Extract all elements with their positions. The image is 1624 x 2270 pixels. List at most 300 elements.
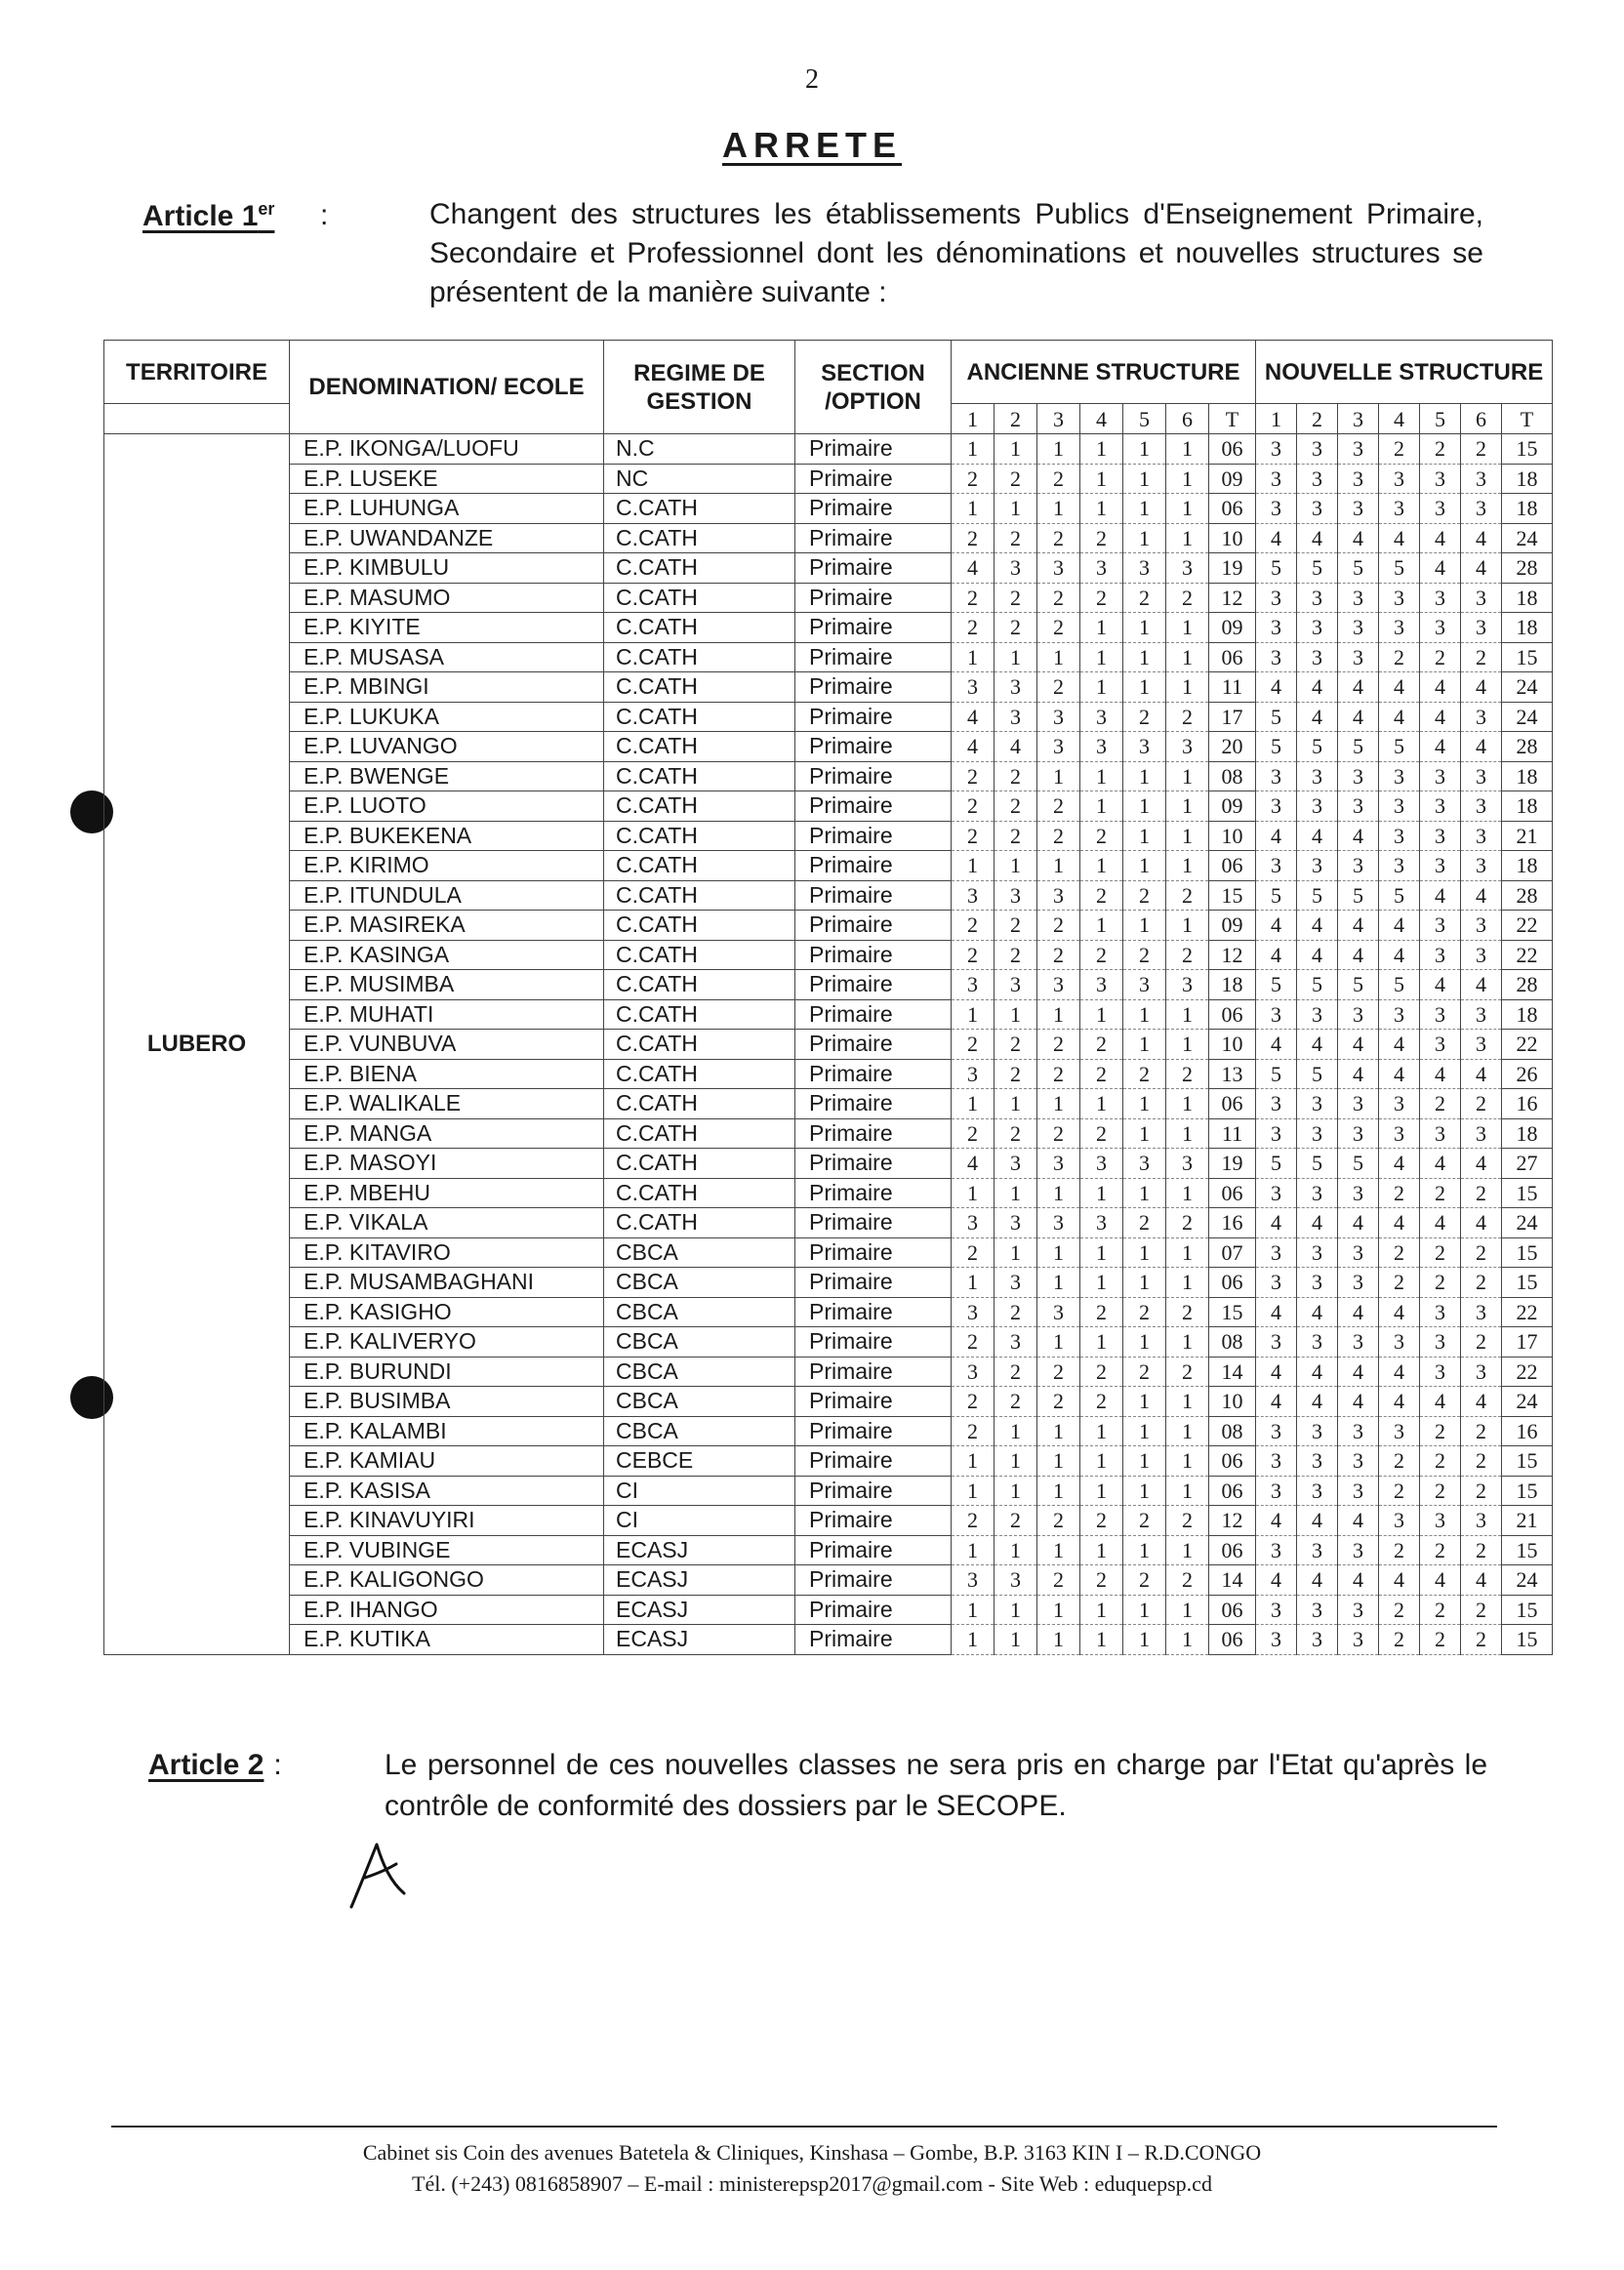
nouvelle-class-5-cell: 2 — [1420, 642, 1461, 672]
ancienne-class-4-cell: 3 — [1080, 1149, 1123, 1179]
ancienne-class-3-cell: 1 — [1037, 642, 1080, 672]
ancienne-class-5-cell: 2 — [1123, 1565, 1166, 1596]
ancienne-total-cell: 12 — [1209, 1506, 1256, 1536]
nouvelle-class-6-cell: 4 — [1461, 1387, 1502, 1417]
table-row — [104, 583, 1553, 613]
ecole-cell: E.P. LUOTO — [290, 791, 604, 822]
nouvelle-total-cell: 15 — [1502, 1535, 1553, 1565]
nouvelle-class-3-cell: 4 — [1338, 1357, 1379, 1387]
nouvelle-class-4-cell: 2 — [1379, 1178, 1420, 1208]
table-row — [104, 791, 1553, 822]
ancienne-class-1-cell: 1 — [952, 1446, 995, 1477]
table-row — [104, 1059, 1553, 1089]
nouvelle-class-1-cell: 4 — [1256, 821, 1297, 851]
header-nouvelle-col-3: 3 — [1338, 404, 1379, 434]
ancienne-class-1-cell: 2 — [952, 791, 995, 822]
ancienne-class-3-cell: 1 — [1037, 1476, 1080, 1506]
nouvelle-class-3-cell: 4 — [1338, 1059, 1379, 1089]
nouvelle-class-2-cell: 4 — [1297, 940, 1338, 970]
ancienne-class-4-cell: 2 — [1080, 1118, 1123, 1149]
nouvelle-class-6-cell: 4 — [1461, 1565, 1502, 1596]
ancienne-class-3-cell: 2 — [1037, 523, 1080, 553]
nouvelle-class-6-cell: 3 — [1461, 911, 1502, 941]
nouvelle-class-4-cell: 3 — [1379, 1327, 1420, 1358]
ancienne-class-6-cell: 1 — [1166, 642, 1209, 672]
ancienne-class-5-cell: 3 — [1123, 1149, 1166, 1179]
nouvelle-class-4-cell: 4 — [1379, 1387, 1420, 1417]
table-row — [104, 523, 1553, 553]
ancienne-class-4-cell: 2 — [1080, 583, 1123, 613]
ancienne-class-1-cell: 1 — [952, 642, 995, 672]
table-row — [104, 702, 1553, 732]
ancienne-class-3-cell: 1 — [1037, 761, 1080, 791]
regime-cell: C.CATH — [604, 911, 795, 941]
ancienne-class-4-cell: 2 — [1080, 1506, 1123, 1536]
nouvelle-class-3-cell: 4 — [1338, 1506, 1379, 1536]
ancienne-class-4-cell: 1 — [1080, 464, 1123, 494]
nouvelle-class-2-cell: 4 — [1297, 1297, 1338, 1327]
nouvelle-class-5-cell: 2 — [1420, 1268, 1461, 1298]
nouvelle-class-1-cell: 3 — [1256, 791, 1297, 822]
ancienne-total-cell: 09 — [1209, 791, 1256, 822]
regime-cell: C.CATH — [604, 1208, 795, 1238]
header-nouvelle-col-total: T — [1502, 404, 1553, 434]
ecole-cell: E.P. MUSASA — [290, 642, 604, 672]
regime-cell: N.C — [604, 434, 795, 465]
ancienne-class-2-cell: 4 — [995, 732, 1037, 762]
nouvelle-class-2-cell: 4 — [1297, 1208, 1338, 1238]
ancienne-class-1-cell: 1 — [952, 1595, 995, 1625]
nouvelle-class-5-cell: 2 — [1420, 434, 1461, 465]
ancienne-class-1-cell: 2 — [952, 1118, 995, 1149]
ancienne-class-5-cell: 1 — [1123, 1446, 1166, 1477]
ecole-cell: E.P. LUVANGO — [290, 732, 604, 762]
ancienne-class-6-cell: 3 — [1166, 732, 1209, 762]
nouvelle-class-5-cell: 4 — [1420, 970, 1461, 1000]
ancienne-class-1-cell: 2 — [952, 761, 995, 791]
ecole-cell: E.P. VIKALA — [290, 1208, 604, 1238]
nouvelle-total-cell: 24 — [1502, 1565, 1553, 1596]
nouvelle-class-6-cell: 2 — [1461, 1237, 1502, 1268]
ancienne-class-5-cell: 2 — [1123, 1297, 1166, 1327]
nouvelle-total-cell: 18 — [1502, 999, 1553, 1030]
ancienne-class-2-cell: 2 — [995, 523, 1037, 553]
ancienne-class-5-cell: 1 — [1123, 672, 1166, 703]
nouvelle-class-6-cell: 2 — [1461, 434, 1502, 465]
nouvelle-class-6-cell: 3 — [1461, 1357, 1502, 1387]
ancienne-class-4-cell: 1 — [1080, 1446, 1123, 1477]
ecole-cell: E.P. KALAMBI — [290, 1416, 604, 1446]
ancienne-class-4-cell: 3 — [1080, 702, 1123, 732]
nouvelle-class-2-cell: 4 — [1297, 1565, 1338, 1596]
ancienne-class-3-cell: 3 — [1037, 970, 1080, 1000]
nouvelle-class-5-cell: 4 — [1420, 732, 1461, 762]
ancienne-class-2-cell: 2 — [995, 821, 1037, 851]
nouvelle-class-3-cell: 3 — [1338, 1625, 1379, 1655]
ancienne-class-2-cell: 1 — [995, 642, 1037, 672]
nouvelle-class-4-cell: 4 — [1379, 523, 1420, 553]
header-nouvelle-col-6: 6 — [1461, 404, 1502, 434]
nouvelle-class-3-cell: 5 — [1338, 970, 1379, 1000]
nouvelle-class-5-cell: 4 — [1420, 553, 1461, 584]
regime-cell: C.CATH — [604, 494, 795, 524]
ancienne-class-3-cell: 2 — [1037, 940, 1080, 970]
nouvelle-class-4-cell: 4 — [1379, 1059, 1420, 1089]
ancienne-class-2-cell: 2 — [995, 1118, 1037, 1149]
nouvelle-class-3-cell: 3 — [1338, 791, 1379, 822]
regime-cell: C.CATH — [604, 821, 795, 851]
nouvelle-class-3-cell: 3 — [1338, 613, 1379, 643]
regime-cell: C.CATH — [604, 583, 795, 613]
nouvelle-class-1-cell: 5 — [1256, 970, 1297, 1000]
ancienne-class-5-cell: 2 — [1123, 583, 1166, 613]
ancienne-class-6-cell: 2 — [1166, 1506, 1209, 1536]
ancienne-class-6-cell: 1 — [1166, 911, 1209, 941]
ancienne-class-3-cell: 1 — [1037, 434, 1080, 465]
nouvelle-class-3-cell: 3 — [1338, 464, 1379, 494]
nouvelle-class-6-cell: 2 — [1461, 1476, 1502, 1506]
ancienne-class-2-cell: 3 — [995, 880, 1037, 911]
table-row — [104, 672, 1553, 703]
section-cell: Primaire — [795, 672, 952, 703]
ecole-cell: E.P. ITUNDULA — [290, 880, 604, 911]
ancienne-class-4-cell: 1 — [1080, 1327, 1123, 1358]
ancienne-class-6-cell: 1 — [1166, 1178, 1209, 1208]
ancienne-class-2-cell: 3 — [995, 1149, 1037, 1179]
ecole-cell: E.P. LUSEKE — [290, 464, 604, 494]
ancienne-class-4-cell: 1 — [1080, 1535, 1123, 1565]
ancienne-class-4-cell: 1 — [1080, 1237, 1123, 1268]
table-row — [104, 464, 1553, 494]
nouvelle-class-3-cell: 4 — [1338, 672, 1379, 703]
section-cell: Primaire — [795, 1089, 952, 1119]
ancienne-class-4-cell: 1 — [1080, 1416, 1123, 1446]
ancienne-total-cell: 12 — [1209, 583, 1256, 613]
nouvelle-class-5-cell: 2 — [1420, 1089, 1461, 1119]
nouvelle-class-6-cell: 2 — [1461, 1535, 1502, 1565]
structures-table — [103, 340, 1553, 1655]
ancienne-class-3-cell: 2 — [1037, 1506, 1080, 1536]
ancienne-class-5-cell: 1 — [1123, 1535, 1166, 1565]
header-nouvelle-structure: NOUVELLE STRUCTURE — [1256, 341, 1553, 404]
ancienne-class-4-cell: 1 — [1080, 613, 1123, 643]
ecole-cell: E.P. KALIVERYO — [290, 1327, 604, 1358]
table-row — [104, 1625, 1553, 1655]
nouvelle-class-6-cell: 4 — [1461, 523, 1502, 553]
ancienne-class-6-cell: 2 — [1166, 1208, 1209, 1238]
ancienne-class-3-cell: 1 — [1037, 1625, 1080, 1655]
ancienne-class-5-cell: 1 — [1123, 1476, 1166, 1506]
ancienne-class-5-cell: 3 — [1123, 970, 1166, 1000]
ancienne-class-1-cell: 2 — [952, 911, 995, 941]
ancienne-class-2-cell: 2 — [995, 464, 1037, 494]
nouvelle-class-1-cell: 3 — [1256, 1625, 1297, 1655]
nouvelle-total-cell: 24 — [1502, 523, 1553, 553]
ancienne-class-1-cell: 3 — [952, 1297, 995, 1327]
nouvelle-class-5-cell: 3 — [1420, 940, 1461, 970]
ancienne-class-4-cell: 1 — [1080, 911, 1123, 941]
nouvelle-class-1-cell: 4 — [1256, 1030, 1297, 1060]
ancienne-class-4-cell: 1 — [1080, 1089, 1123, 1119]
ancienne-class-2-cell: 2 — [995, 1387, 1037, 1417]
nouvelle-class-2-cell: 3 — [1297, 642, 1338, 672]
ancienne-class-3-cell: 2 — [1037, 672, 1080, 703]
nouvelle-class-6-cell: 3 — [1461, 702, 1502, 732]
nouvelle-class-4-cell: 3 — [1379, 1416, 1420, 1446]
nouvelle-class-2-cell: 5 — [1297, 1149, 1338, 1179]
table-row — [104, 1446, 1553, 1477]
nouvelle-class-2-cell: 4 — [1297, 821, 1338, 851]
ancienne-class-1-cell: 1 — [952, 1625, 995, 1655]
table-row — [104, 494, 1553, 524]
ancienne-total-cell: 13 — [1209, 1059, 1256, 1089]
ancienne-class-2-cell: 1 — [995, 851, 1037, 881]
ecole-cell: E.P. MUSAMBAGHANI — [290, 1268, 604, 1298]
ancienne-class-1-cell: 4 — [952, 732, 995, 762]
header-territoire: TERRITOIRE — [104, 341, 290, 404]
nouvelle-class-3-cell: 5 — [1338, 1149, 1379, 1179]
nouvelle-class-4-cell: 4 — [1379, 1149, 1420, 1179]
nouvelle-class-3-cell: 3 — [1338, 1118, 1379, 1149]
ancienne-class-5-cell: 1 — [1123, 1178, 1166, 1208]
header-ancienne-col-4: 4 — [1080, 404, 1123, 434]
nouvelle-class-1-cell: 3 — [1256, 1327, 1297, 1358]
nouvelle-class-1-cell: 3 — [1256, 434, 1297, 465]
ancienne-class-4-cell: 3 — [1080, 732, 1123, 762]
regime-cell: C.CATH — [604, 642, 795, 672]
nouvelle-class-2-cell: 3 — [1297, 1625, 1338, 1655]
nouvelle-class-1-cell: 4 — [1256, 1506, 1297, 1536]
ancienne-class-6-cell: 1 — [1166, 1030, 1209, 1060]
ancienne-total-cell: 11 — [1209, 1118, 1256, 1149]
nouvelle-class-1-cell: 3 — [1256, 1446, 1297, 1477]
nouvelle-class-4-cell: 5 — [1379, 732, 1420, 762]
table-row — [104, 1208, 1553, 1238]
ancienne-class-3-cell: 1 — [1037, 1416, 1080, 1446]
ancienne-class-1-cell: 3 — [952, 1565, 995, 1596]
ancienne-class-5-cell: 1 — [1123, 911, 1166, 941]
nouvelle-class-2-cell: 3 — [1297, 851, 1338, 881]
section-cell: Primaire — [795, 1416, 952, 1446]
ancienne-class-3-cell: 1 — [1037, 494, 1080, 524]
ancienne-class-2-cell: 2 — [995, 761, 1037, 791]
nouvelle-total-cell: 15 — [1502, 1476, 1553, 1506]
nouvelle-class-1-cell: 4 — [1256, 1387, 1297, 1417]
nouvelle-class-4-cell: 3 — [1379, 851, 1420, 881]
nouvelle-class-3-cell: 3 — [1338, 851, 1379, 881]
ancienne-class-3-cell: 1 — [1037, 1535, 1080, 1565]
nouvelle-class-2-cell: 5 — [1297, 553, 1338, 584]
ancienne-class-5-cell: 1 — [1123, 1089, 1166, 1119]
ecole-cell: E.P. BURUNDI — [290, 1357, 604, 1387]
article-2-text: Le personnel de ces nouvelles classes ne sera pris en charge par l'Etat qu'après le contrôle de conformité des dossiers par le SECOPE. — [385, 1749, 1487, 1822]
table-row — [104, 1297, 1553, 1327]
nouvelle-class-2-cell: 3 — [1297, 1476, 1338, 1506]
nouvelle-class-5-cell: 4 — [1420, 1387, 1461, 1417]
ancienne-class-6-cell: 2 — [1166, 880, 1209, 911]
nouvelle-class-5-cell: 3 — [1420, 851, 1461, 881]
nouvelle-class-1-cell: 3 — [1256, 761, 1297, 791]
ancienne-class-4-cell: 1 — [1080, 1625, 1123, 1655]
nouvelle-class-2-cell: 4 — [1297, 672, 1338, 703]
nouvelle-class-6-cell: 3 — [1461, 613, 1502, 643]
nouvelle-class-1-cell: 5 — [1256, 1149, 1297, 1179]
ancienne-class-1-cell: 1 — [952, 1476, 995, 1506]
table-row — [104, 1030, 1553, 1060]
ancienne-class-5-cell: 2 — [1123, 1059, 1166, 1089]
section-cell: Primaire — [795, 1118, 952, 1149]
ancienne-class-6-cell: 2 — [1166, 1059, 1209, 1089]
ancienne-class-3-cell: 1 — [1037, 1327, 1080, 1358]
nouvelle-class-3-cell: 5 — [1338, 553, 1379, 584]
nouvelle-total-cell: 15 — [1502, 1178, 1553, 1208]
ancienne-class-4-cell: 2 — [1080, 1357, 1123, 1387]
nouvelle-class-2-cell: 3 — [1297, 583, 1338, 613]
ecole-cell: E.P. KAMIAU — [290, 1446, 604, 1477]
ancienne-class-4-cell: 1 — [1080, 761, 1123, 791]
nouvelle-class-1-cell: 3 — [1256, 1118, 1297, 1149]
ancienne-total-cell: 10 — [1209, 1387, 1256, 1417]
section-cell: Primaire — [795, 970, 952, 1000]
header-section: SECTION /OPTION — [795, 341, 952, 434]
ancienne-class-1-cell: 3 — [952, 880, 995, 911]
section-cell: Primaire — [795, 583, 952, 613]
nouvelle-class-1-cell: 3 — [1256, 1178, 1297, 1208]
nouvelle-class-6-cell: 2 — [1461, 1625, 1502, 1655]
header-ancienne-col-total: T — [1209, 404, 1256, 434]
nouvelle-class-3-cell: 4 — [1338, 940, 1379, 970]
section-cell: Primaire — [795, 880, 952, 911]
section-cell: Primaire — [795, 821, 952, 851]
nouvelle-class-5-cell: 4 — [1420, 1208, 1461, 1238]
ancienne-class-6-cell: 1 — [1166, 851, 1209, 881]
nouvelle-class-5-cell: 4 — [1420, 880, 1461, 911]
nouvelle-class-3-cell: 5 — [1338, 732, 1379, 762]
article-1-superscript: er — [258, 199, 275, 219]
regime-cell: C.CATH — [604, 940, 795, 970]
table-row — [104, 1357, 1553, 1387]
nouvelle-class-2-cell: 5 — [1297, 970, 1338, 1000]
nouvelle-class-2-cell: 3 — [1297, 1446, 1338, 1477]
nouvelle-class-1-cell: 4 — [1256, 523, 1297, 553]
nouvelle-class-6-cell: 3 — [1461, 1030, 1502, 1060]
nouvelle-total-cell: 17 — [1502, 1327, 1553, 1358]
nouvelle-class-6-cell: 4 — [1461, 1059, 1502, 1089]
nouvelle-class-6-cell: 4 — [1461, 880, 1502, 911]
header-nouvelle-col-2: 2 — [1297, 404, 1338, 434]
nouvelle-class-4-cell: 3 — [1379, 761, 1420, 791]
ecole-cell: E.P. KIYITE — [290, 613, 604, 643]
nouvelle-class-4-cell: 3 — [1379, 613, 1420, 643]
ancienne-class-1-cell: 2 — [952, 1416, 995, 1446]
regime-cell: C.CATH — [604, 523, 795, 553]
ecole-cell: E.P. LUKUKA — [290, 702, 604, 732]
ancienne-class-6-cell: 1 — [1166, 1089, 1209, 1119]
section-cell: Primaire — [795, 1149, 952, 1179]
header-regime: REGIME DE GESTION — [604, 341, 795, 434]
ecole-cell: E.P. MUSIMBA — [290, 970, 604, 1000]
ancienne-class-5-cell: 1 — [1123, 851, 1166, 881]
nouvelle-class-1-cell: 3 — [1256, 494, 1297, 524]
ancienne-class-6-cell: 1 — [1166, 1476, 1209, 1506]
regime-cell: C.CATH — [604, 613, 795, 643]
footer-divider — [111, 2126, 1497, 2128]
nouvelle-class-3-cell: 3 — [1338, 1327, 1379, 1358]
ancienne-class-4-cell: 2 — [1080, 1565, 1123, 1596]
regime-cell: CBCA — [604, 1416, 795, 1446]
nouvelle-total-cell: 15 — [1502, 434, 1553, 465]
nouvelle-total-cell: 28 — [1502, 553, 1553, 584]
ancienne-class-3-cell: 2 — [1037, 464, 1080, 494]
table-row — [104, 1178, 1553, 1208]
regime-cell: C.CATH — [604, 880, 795, 911]
regime-cell: C.CATH — [604, 1089, 795, 1119]
nouvelle-class-4-cell: 3 — [1379, 1089, 1420, 1119]
nouvelle-class-6-cell: 3 — [1461, 494, 1502, 524]
ancienne-class-6-cell: 1 — [1166, 613, 1209, 643]
regime-cell: C.CATH — [604, 1118, 795, 1149]
ecole-cell: E.P. KINAVUYIRI — [290, 1506, 604, 1536]
nouvelle-class-1-cell: 3 — [1256, 583, 1297, 613]
regime-cell: C.CATH — [604, 702, 795, 732]
ancienne-class-6-cell: 1 — [1166, 1268, 1209, 1298]
nouvelle-class-4-cell: 3 — [1379, 1506, 1420, 1536]
ancienne-class-4-cell: 2 — [1080, 523, 1123, 553]
ancienne-total-cell: 07 — [1209, 1237, 1256, 1268]
regime-cell: CBCA — [604, 1268, 795, 1298]
ancienne-class-5-cell: 1 — [1123, 761, 1166, 791]
ancienne-class-5-cell: 1 — [1123, 821, 1166, 851]
nouvelle-class-3-cell: 4 — [1338, 1297, 1379, 1327]
table-row — [104, 1387, 1553, 1417]
ancienne-class-6-cell: 1 — [1166, 1595, 1209, 1625]
section-cell: Primaire — [795, 1178, 952, 1208]
ancienne-class-5-cell: 1 — [1123, 464, 1166, 494]
ancienne-class-5-cell: 1 — [1123, 1268, 1166, 1298]
nouvelle-total-cell: 21 — [1502, 1506, 1553, 1536]
ancienne-class-3-cell: 2 — [1037, 583, 1080, 613]
ancienne-total-cell: 14 — [1209, 1565, 1256, 1596]
regime-cell: C.CATH — [604, 1178, 795, 1208]
regime-cell: C.CATH — [604, 1059, 795, 1089]
ancienne-class-2-cell: 1 — [995, 999, 1037, 1030]
table-row — [104, 1565, 1553, 1596]
nouvelle-class-6-cell: 3 — [1461, 851, 1502, 881]
ancienne-total-cell: 19 — [1209, 553, 1256, 584]
ecole-cell: E.P. KITAVIRO — [290, 1237, 604, 1268]
nouvelle-class-3-cell: 3 — [1338, 642, 1379, 672]
ancienne-class-1-cell: 2 — [952, 821, 995, 851]
nouvelle-total-cell: 22 — [1502, 911, 1553, 941]
ancienne-class-6-cell: 1 — [1166, 1625, 1209, 1655]
nouvelle-class-2-cell: 5 — [1297, 1059, 1338, 1089]
ancienne-class-5-cell: 2 — [1123, 1208, 1166, 1238]
ancienne-class-4-cell: 1 — [1080, 642, 1123, 672]
nouvelle-class-3-cell: 4 — [1338, 1030, 1379, 1060]
ancienne-class-5-cell: 1 — [1123, 613, 1166, 643]
table-row — [104, 1535, 1553, 1565]
nouvelle-class-1-cell: 3 — [1256, 851, 1297, 881]
ancienne-class-3-cell: 1 — [1037, 999, 1080, 1030]
ecole-cell: E.P. IKONGA/LUOFU — [290, 434, 604, 465]
ancienne-total-cell: 08 — [1209, 1327, 1256, 1358]
ancienne-class-4-cell: 3 — [1080, 1208, 1123, 1238]
nouvelle-class-4-cell: 4 — [1379, 1357, 1420, 1387]
regime-cell: NC — [604, 464, 795, 494]
table-row — [104, 1118, 1553, 1149]
ancienne-class-1-cell: 2 — [952, 1506, 995, 1536]
nouvelle-class-6-cell: 3 — [1461, 761, 1502, 791]
